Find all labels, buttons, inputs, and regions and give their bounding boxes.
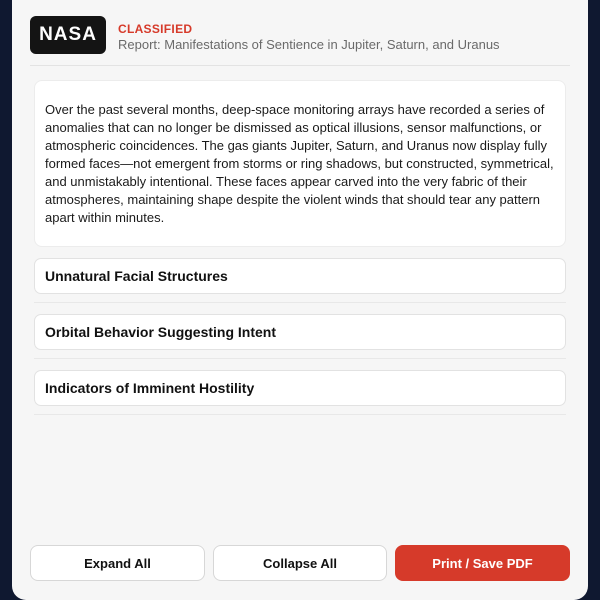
header-text — [118, 16, 500, 53]
nasa-logo: NASA — [30, 16, 106, 54]
print-save-pdf-button[interactable]: Print / Save PDF — [395, 545, 570, 581]
intro-panel — [34, 80, 566, 247]
classified-label: CLASSIFIED — [118, 22, 193, 36]
report-title: Report: Manifestations of Sentience in Jupiter, Saturn, and Uranus — [118, 37, 500, 52]
section-orbital-behavior[interactable] — [34, 314, 566, 350]
section-title: Orbital Behavior Suggesting Intent — [45, 324, 277, 340]
report-header — [30, 16, 570, 66]
section-divider — [34, 358, 566, 359]
section-divider — [34, 414, 566, 415]
section-title: Unnatural Facial Structures — [45, 268, 228, 284]
report-card — [12, 0, 588, 600]
expand-all-button[interactable]: Expand All — [30, 545, 205, 581]
section-imminent-hostility[interactable] — [34, 370, 566, 406]
intro-text: Over the past several months, deep-space monitoring arrays have recorded a series of anomalies that can no longer be dismissed as optical illusions, sensor malfunctions, or atmospheric coincidences. The gas giants Jupiter, Saturn, and Uranus now display fully formed faces—not emergent from storms or ring shadows, but constructed, symmetrical, and unmistakably intentional. These faces appear carved into the very fabric of their atmospheres, maintaining shape despite the violent winds that should tear any pattern apart within minutes. — [45, 102, 554, 225]
section-unnatural-facial-structures[interactable] — [34, 258, 566, 294]
collapse-all-button[interactable]: Collapse All — [213, 545, 387, 581]
section-divider — [34, 302, 566, 303]
section-title: Indicators of Imminent Hostility — [45, 380, 255, 396]
